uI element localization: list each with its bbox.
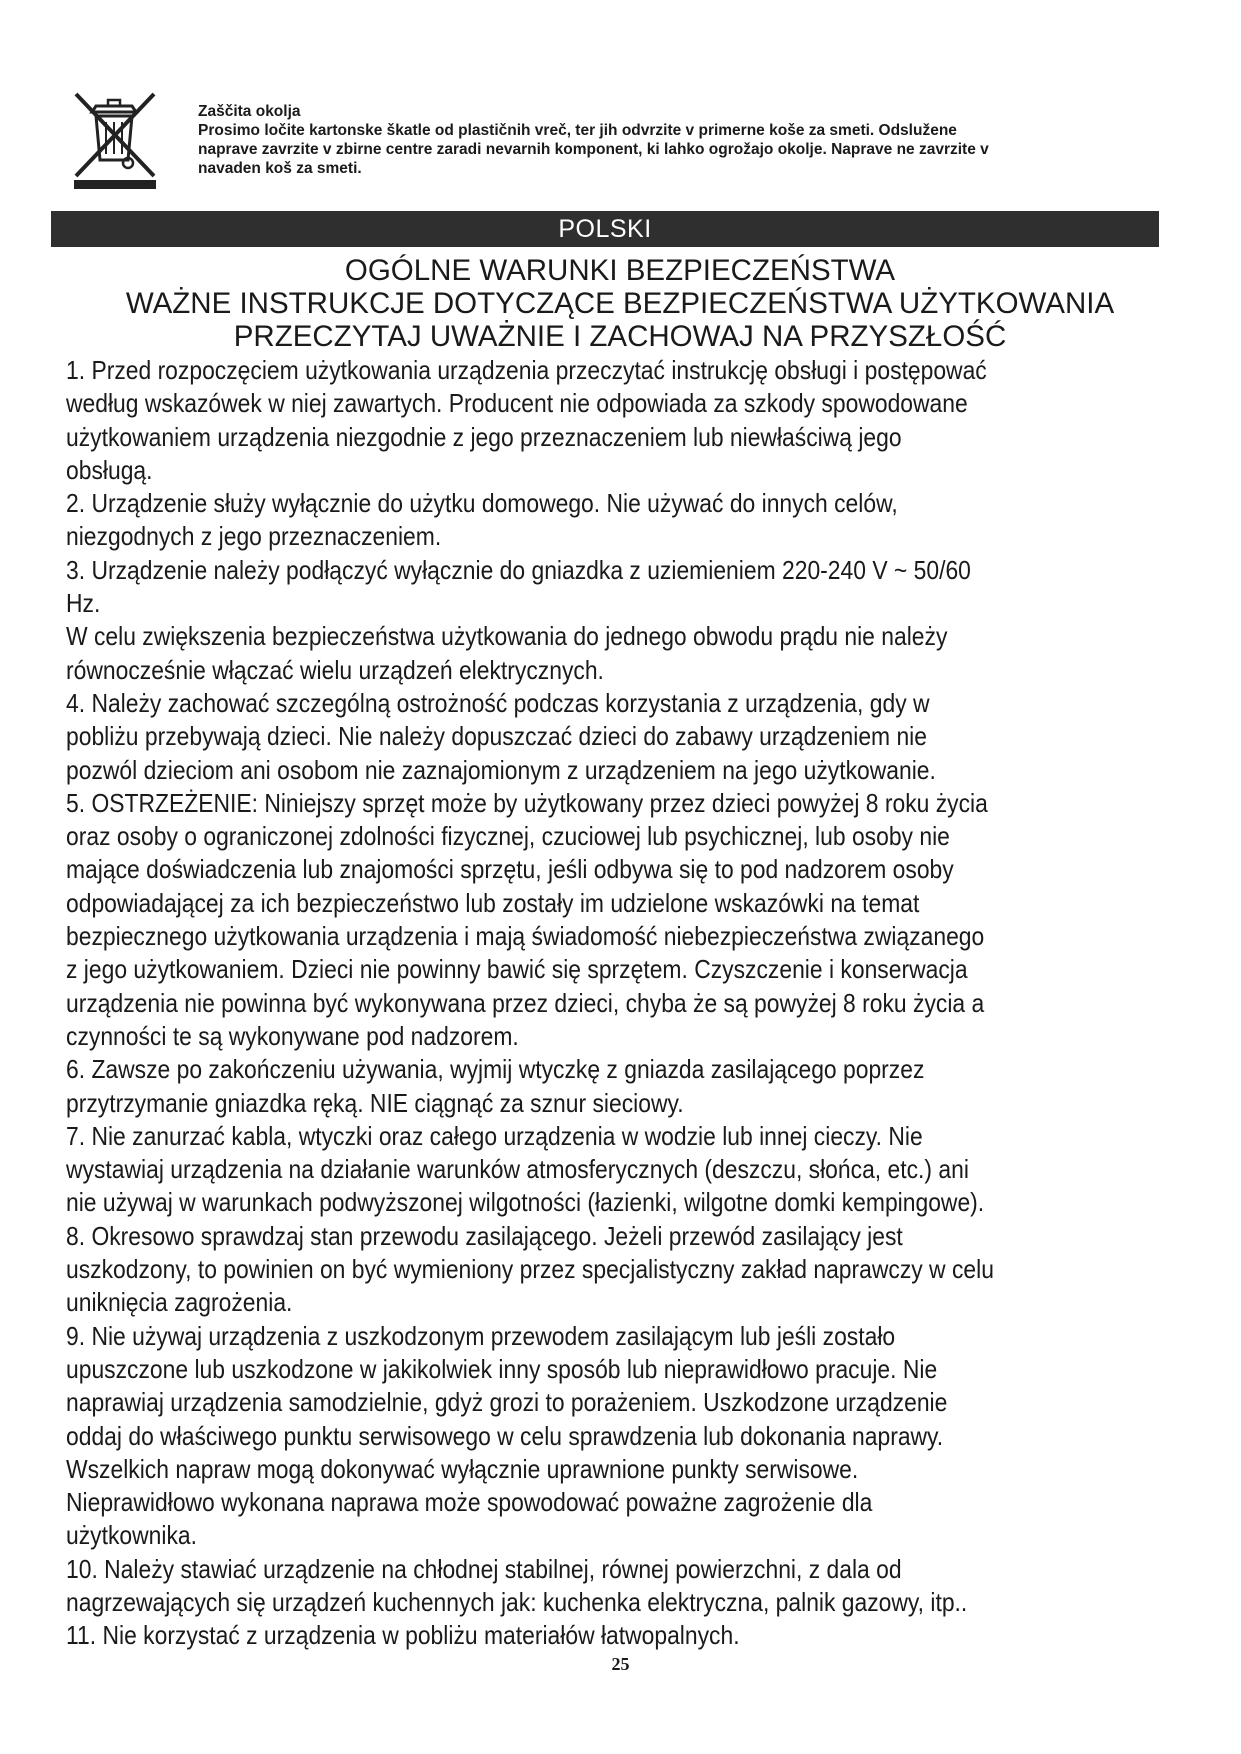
instruction-9: 9. Nie używaj urządzenia z uszkodzonym przewodem zasilającym lub jeśli zostało upuszczone lub uszkodzone w jakikolwiek inny sposób lub nieprawidłowo pracuje. Nie naprawiaj urządzenia samodzielnie, gdyż grozi to porażeniem. Uszkodzone urządzenie oddaj do właściwego punktu serwisowego w celu sprawdzenia lub dokonania naprawy. Wszelkich napraw mogą dokonywać wyłącznie uprawnione punkty serwisowe. Nieprawidłowo wykonana naprawa może spowodować poważne zagrożenie dla użytkownika. xyxy=(66,1320,948,1551)
instruction-3-note: W celu zwiększenia bezpieczeństwa użytkowania do jednego obwodu prądu nie należy równocześnie włączać wielu urządzeń elektrycznych. xyxy=(66,621,948,685)
language-section-bar xyxy=(51,211,1159,247)
environment-notice-line: naprave zavrzite v zbirne centre zaradi nevarnih komponent, ki lahko ogrožajo okolje. Naprave ne zavrzite v xyxy=(198,141,989,158)
environment-notice xyxy=(66,90,1206,190)
environment-notice-line: Prosimo ločite kartonske škatle od plastičnih vreč, ter jih odvrzite v primerne koše za smeti. Odslužene xyxy=(198,122,957,139)
instruction-3: 3. Urządzenie należy podłączyć wyłącznie do gniazdka z uziemieniem 220-240 V ~ 50/60 Hz. xyxy=(66,554,971,619)
environment-notice-line: navaden koš za smeti. xyxy=(198,160,362,177)
instruction-5-warning: 5. OSTRZEŻENIE: Niniejszy sprzęt może by użytkowany przez dzieci powyżej 8 roku życia oraz osoby o ograniczonej zdolności fizycznej, czuciowej lub psychicznej, lub osoby nie mające doświadczenia lub znajomości sprzętu, jeśli odbywa się to pod nadzorem osoby odpowiadającej za ich bezpieczeństwo lub zostały im udzielone wskazówki na temat bezpiecznego użytkowania urządzenia i mają świadomość niebezpieczeństwa związanego z jego użytkowaniem. Dzieci nie powinny bawić się sprzętem. Czyszczenie i konserwacja urządzenia nie powinna być wykonywana przez dzieci, chyba że są powyżej 8 roku życia a czynności te są wykonywane pod nadzorem. xyxy=(66,787,988,1051)
instruction-7: 7. Nie zanurzać kabla, wtyczki oraz całego urządzenia w wodzie lub innej cieczy. Nie wystawiaj urządzenia na działanie warunków atmosferycznych (deszczu, słońca, etc.) ani nie używaj w warunkach podwyższonej wilgotności (łazienki, wilgotne domki kempingowe). xyxy=(66,1120,985,1218)
crossed-out-wheelie-bin-icon xyxy=(70,90,160,190)
heading-read-carefully: PRZECZYTAJ UWAŻNIE I ZACHOWAJ NA PRZYSZŁOŚĆ xyxy=(233,320,1007,353)
instruction-10: 10. Należy stawiać urządzenie na chłodnej stabilnej, równej powierzchni, z dala od nagrzewających się urządzeń kuchennych jak: kuchenka elektryczna, palnik gazowy, itp.. xyxy=(66,1553,968,1617)
page-number: 25 xyxy=(611,1654,630,1674)
instruction-2: 2. Urządzenie służy wyłącznie do użytku domowego. Nie używać do innych celów, niezgodnych z jego przeznaczeniem. xyxy=(66,488,898,552)
instruction-11: 11. Nie korzystać z urządzenia w pobliżu materiałów łatwopalnych. xyxy=(66,1620,740,1651)
instruction-4: 4. Należy zachować szczególną ostrożność podczas korzystania z urządzenia, gdy w pobliżu przebywają dzieci. Nie należy dopuszczać dzieci do zabawy urządzeniem nie pozwól dzieciom ani osobom nie zaznajomionym z urządzeniem na jego użytkowanie. xyxy=(66,687,936,785)
instruction-8: 8. Okresowo sprawdzaj stan przewodu zasilającego. Jeżeli przewód zasilający jest uszkodzony, to powinien on być wymieniony przez specjalistyczny zakład naprawczy w celu uniknięcia zagrożenia. xyxy=(66,1220,994,1318)
environment-notice-title: Zaščita okolja xyxy=(198,103,301,120)
heading-general-safety: OGÓLNE WARUNKI BEZPIECZEŃSTWA xyxy=(344,254,896,287)
heading-important-instructions: WAŻNE INSTRUKCJE DOTYCZĄCE BEZPIECZEŃSTWA UŻYTKOWANIA xyxy=(125,287,1115,320)
instruction-1: 1. Przed rozpoczęciem użytkowania urządzenia przeczytać instrukcję obsługi i postępować według wskazówek w niej zawartych. Producent nie odpowiada za szkody spowodowane użytkowaniem urządzenia niezgodnie z jego przeznaczeniem lub niewłaściwą jego obsługą. xyxy=(66,355,987,485)
language-label: POLSKI xyxy=(558,214,652,243)
safety-instructions xyxy=(66,354,1201,1653)
instruction-6: 6. Zawsze po zakończeniu używania, wyjmij wtyczkę z gniazda zasilającego poprzez przytrzymanie gniazdka ręką. NIE ciągnąć za sznur sieciowy. xyxy=(66,1054,925,1118)
safety-headings xyxy=(30,254,1210,353)
